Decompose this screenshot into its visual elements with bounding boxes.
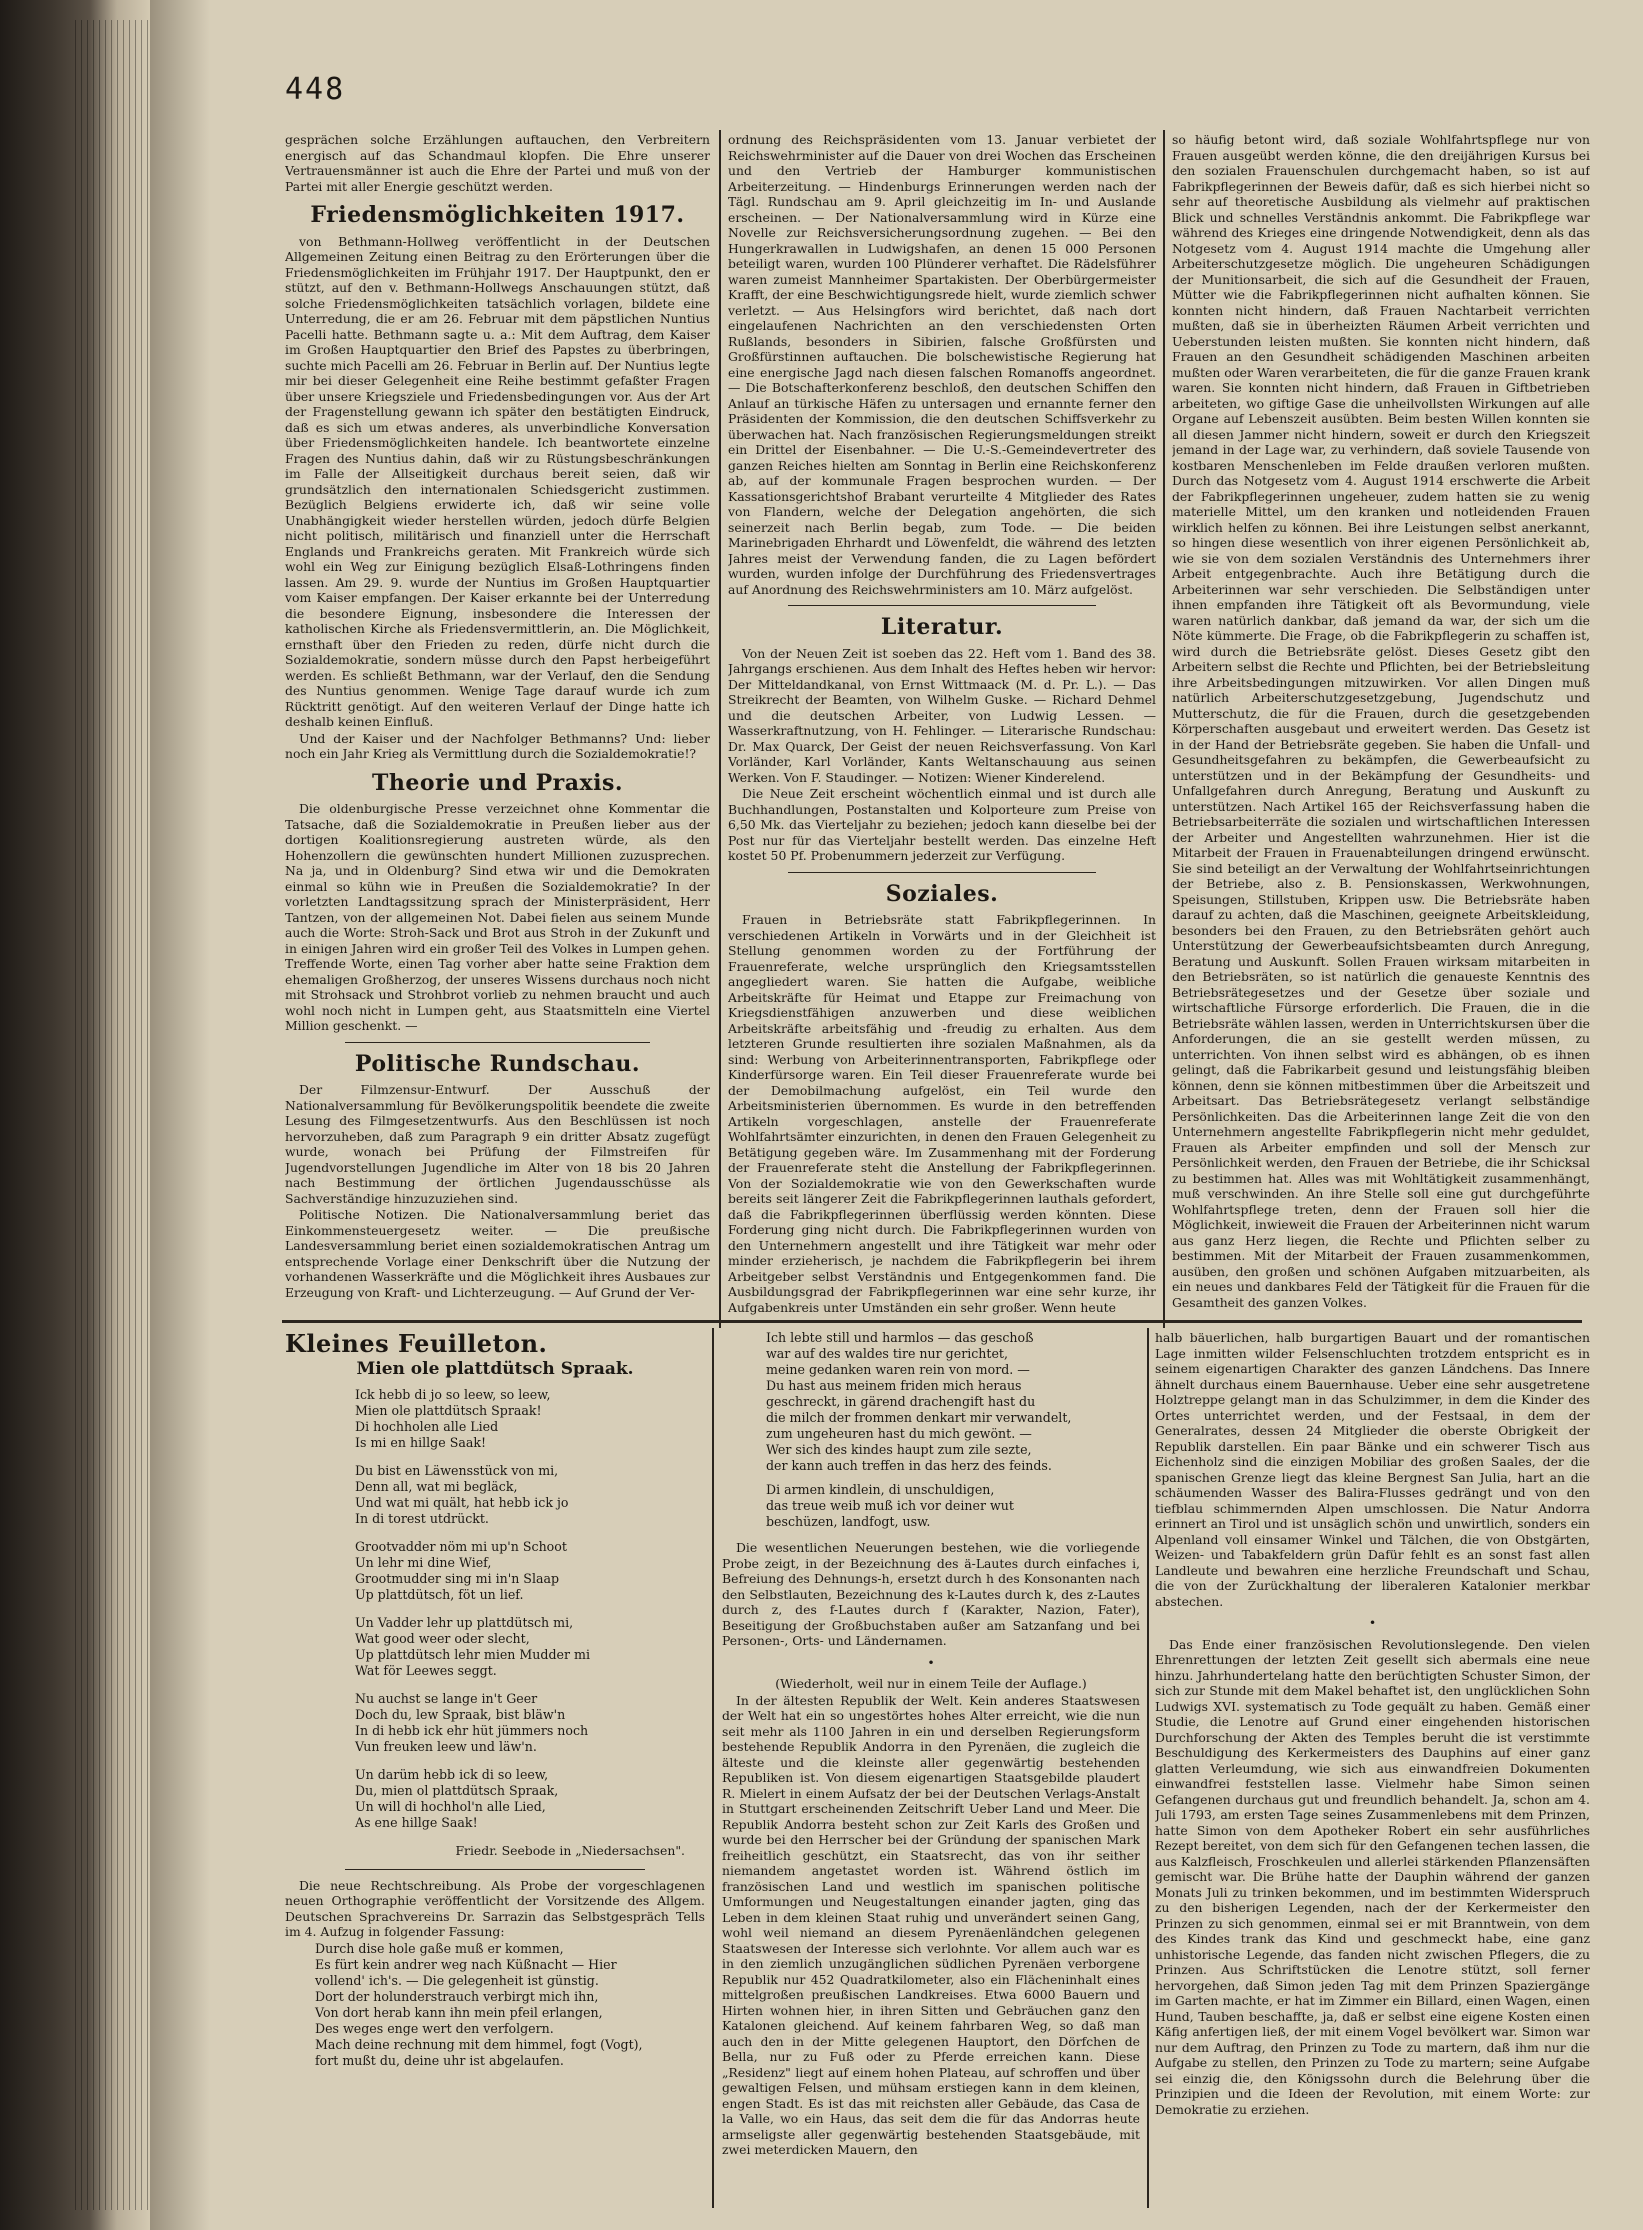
poem-line: Ick hebb di jo so leew, so leew, — [355, 1387, 551, 1402]
column-rule-2 — [1163, 130, 1165, 1328]
tell-verse — [315, 1941, 705, 2069]
heading-kleines-feuilleton: Kleines Feuilleton. — [285, 1330, 548, 1358]
poem-line: In di hebb ick ehr hüt jümmers noch — [355, 1723, 589, 1738]
page-shadow — [150, 0, 210, 2230]
poem-stanza-6 — [355, 1767, 705, 1831]
verse-line: Wer sich des kindes haupt zum zile sezte, — [766, 1442, 1032, 1457]
frieden-paragraph-1: von Bethmann-Hollweg veröffentlicht in der Deutschen Allgemeinen Zeitung einen Beitrag zu den Erörterungen über die Friedensmöglichkeiten im Frühjahr 1917. Der Hauptpunkt, den er stützt, auf den v. Bethmann-Hollwegs Anschauungen stützt, daß solche Friedensmöglichkeiten tatsächlich vorlagen, bildete eine Unterredung, die er am 26. Februar mit dem päpstlichen Nuntius Pacelli hatte. Bethmann sagte u. a.: Mit dem Auftrag, dem Kaiser im Großen Hauptquartier den Brief des Papstes zu überbringen, suchte mich Pacelli am 26. Februar in Berlin auf. Der Nuntius legte mir bei dieser Gelegenheit eine Reihe bestimmt gefaßter Fragen über unsere Kriegsziele und Friedensbedingungen vor. Aus der Art der Fragenstellung gewann ich später den bestätigten Eindruck, daß es sich um etwas anderes, als unverbindliche Konversation über Friedensmöglichkeiten handele. Ich beantwortete einzelne Fragen des Nuntius dahin, daß wir zu Rüstungsbeschränkungen im Falle der Allseitigkeit durchaus bereit seien, daß wir grundsätzlich den internationalen Schiedsgericht zustimmen. Bezüglich Belgiens erwiderte ich, daß wir seine volle Unabhängigkeit wieder herstellen würden, jedoch dürfe Belgien nicht politisch, militärisch und finanziell unter die Herrschaft Englands und Frankreichs geraten. Mit Frankreich würde sich wohl ein Weg zur Einigung bezüglich Elsaß-Lothringens finden lassen. Am 29. 9. wurde der Nuntius im Großen Hauptquartier vom Kaiser empfangen. Der Kaiser erkannte bei der Unterredung die besondere Eignung, insbesondere die Interessen der katholischen Kirche als Friedensvermittlerin, an. Die Möglichkeit, ernsthaft über den Frieden zu reden, dürfe nicht durch die Sozialdemokratie, sondern müsse durch den Papst herbeigeführt werden. Es schließt Bethmann, war der Verlauf, den die Sendung des Nuntius genommen. Wenige Tage darauf wurde ich zum Rücktritt genötigt. Auf den weiteren Verlauf der Dinge hatte ich deshalb keinen Einfluß. — [285, 233, 710, 729]
poem-line: Un darüm hebb ick di so leew, — [355, 1767, 549, 1782]
verse-line: Des weges enge wert den verfolgern. — [315, 2020, 554, 2036]
verse-line: Dort der holunderstrauch verbirgt mich ihn, — [315, 1988, 599, 2004]
poem-line: Mien ole plattdütsch Spraak! — [355, 1403, 542, 1418]
poem-line: Up plattdütsch lehr mien Mudder mi — [355, 1647, 590, 1662]
rechtschreibung-paragraph: Die neue Rechtschreibung. Als Probe der vorgeschlagenen neuen Orthographie veröffentlicht der Vorsitzende des Allgem. Deutschen Sprachvereins Dr. Sarrazin das Selbstgespräch Tells im 4. Aufzug in folgender Fassung: — [285, 1877, 705, 1939]
politik-paragraph-1: Der Filmzensur-Entwurf. Der Ausschuß der Nationalversammlung für Bevölkerungspolitik beendete die zweite Lesung des Filmgesetzentwurfs. Aus den Beschlüssen ist noch hervorzuheben, daß zum Paragraph 9 ein dritter Absatz zugefügt wurde, wonach bei Prüfung der Filmstreifen für Jugendvorstellungen Jugendliche im Alter von 18 bis 20 Jahren nach Bestimmung der örtlichen Jugendausschüsse als Sachverständige hinzuzuziehen sind. — [285, 1082, 710, 1206]
feuilleton-column-3 — [1155, 1330, 1590, 2210]
soziales-continued: so häufig betont wird, daß soziale Wohlfahrtspflege nur von Frauen ausgeübt werden könne, die den dreijährigen Kursus bei den sozialen Frauenschulen durchgemacht haben, so ist auf Fabrikpflegerinnen der Beweis dafür, daß es sich hierbei nicht so sehr auf theoretische Ausbildung als vielmehr auf praktischen Blick und schnelles Verständnis ankommt. Die Fabrikpflege war während des Krieges eine dringende Notwendigkeit, denn als das Notgesetz vom 4. August 1914 machte die Umgehung aller Arbeiterschutzgesetze möglich. Die ungeheuren Schädigungen der Munitionsarbeit, die sich auf die Gesundheit der Frauen, Mütter wie die Fabrikpflegerinnen nicht aufhalten können. Sie konnten nicht hindern, daß Frauen Nachtarbeit verrichten mußten, daß sie in überheizten Räumen Arbeit verrichten und Ueberstunden leisten mußten. Sie konnten nicht hindern, daß Frauen an den Gesundheit schädigenden Maschinen arbeiten mußten oder Waren verarbeiteten, die für die ganze Frauen krank waren. Sie konnten nicht hindern, daß Frauen in Giftbetrieben arbeiteten, wo giftige Gase die unheilvollsten Wirkungen auf alle Organe auf Lebenszeit ausübten. Beim besten Willen konnten sie all diesen Jammer nicht hindern, soweit er durch den Kriegszeit jemand in der Lage war, zu verhindern, daß soviele Tausende von kostbaren Menschenleben im Felde draußen verloren mußten. Durch das Notgesetz vom 4. August 1914 erschwerte die Arbeit der Fabrikpflegerinnen ungeheuer, zudem hatten sie zu wenig materielle Mittel, um den kranken und notleidenden Frauen wirklich helfen zu können. Bei ihre Leistungen selbst anerkannt, so hingen diese wesentlich von ihrer eigenen Persönlichkeit ab, wie sie von dem sozialen Verständnis des Unternehmers ihrer Arbeit entgegenbrachte. Auch ihre Betätigung durch die Arbeiterinnen war sehr verschieden. Die Selbständigen unter ihnen empfanden ihre Tätigkeit oft als Bevormundung, viele waren natürlich dankbar, daß jemand da war, der sich um die Nöte kümmerte. Die Frage, ob die Fabrikpflegerin zu schaffen ist, wird durch die Betriebsräte gelöst. Dieses Gesetz gibt den Arbeitern selbst die Rechte und Pflichten, bei der Betriebsleitung ihre Arbeitsbedingungen mitzuwirken. Vor allen Dingen muß natürlich Arbeiterschutzgesetzgebung, Jugendschutz und Mutterschutz, die für die Frauen, durch die gesetzgebenden Körperschaften ausgebaut und erweitert werden. Das Gesetz ist in der Hand der Betriebsräte gegeben. Sie haben die Unfall- und Gesundheitsgefahren zu bekämpfen, die Gewerbeaufsicht zu unterstützen und in der Bekämpfung der Gesundheits- und Unfallgefahren durch Anregung, Beratung und Auskunft zu unterstützen. Nach Artikel 165 der Reichsverfassung haben die Betriebsarbeiterräte die sozialen und wirtschaftlichen Interessen der Arbeiter und Angestellten wahrzunehmen. Hier ist die Mitarbeit der Frauen in Frauenabteilungen dringend erwünscht. Sie sind beteiligt an der Verwaltung der Wohlfahrtseinrichtungen der Betriebe, also z. B. Pensionskassen, Werkwohnungen, Speisungen, Stillstuben, Krippen usw. Die Betriebsräte haben darauf zu achten, daß die Maschinen, geeignete Arbeitskleidung, besonders bei den Frauen, zu den Betriebsräten gehört auch Unterstützung der Gewerbeaufsichtsbeamten durch Anregung, Beratung und Auskunft. Sollen Frauen wirksam mitarbeiten in den Betriebsräten, so ist natürlich die genaueste Kenntnis des Betriebsrätegesetzes und der Gesetze über soziale und wirtschaftliche Fürsorge erforderlich. Die Frauen, die in die Betriebsräte wählen lassen, werden in Unterrichtskursen über die Anforderungen, die an sie gestellt werden müssen, zu unterrichten. Von ihnen selbst wird es abhängen, ob es ihnen gelingt, daß die Fabrikarbeit gesund und leistungsfähig bleiben können, denn sie können mitbestimmen über die Arbeitszeit und Arbeitsart. Das Betriebsrätegesetz verlangt selbständige Persönlichkeiten. Das die Arbeiterinnen lange Zeit die von den Unternehmern angestellte Fabrikpflegerin nicht mehr geduldet, Frauen als Arbeiter empfinden und soll der Mensch zur Persönlichkeit werden, den Frauen der Betriebe, die ihr Schicksal zu bestimmen hat. Alles was mit Wohltätigkeit zusammenhängt, muß verschwinden. An ihre Stelle soll eine gut durchgeführte Wohlfahrtspflege treten, denn der Frauen soll hier die Möglichkeit, inwieweit die Frauen der Arbeiterinnen nicht warum aus ganz Herz liegen, die Rechte und Pflichten selber zu bestimmen. Mit der Mitarbeit der Frauen zusammenkommen, ausüben, den großen und schönen Aufgaben mitzuarbeiten, als ein neues und dankbares Feld der Tätigkeit für die Frauen für die Gesamtheit des ganzen Volkes. — [1172, 132, 1590, 1310]
poem-line: Doch du, lew Spraak, bist bläw'n — [355, 1707, 566, 1722]
poem-line: Wat good weer oder slecht, — [355, 1631, 530, 1646]
frieden-paragraph-2: Und der Kaiser und der Nachfolger Bethmanns? Und: lieber noch ein Jahr Krieg als Vermittlung durch die Sozialdemokratie!? — [285, 730, 710, 761]
verse-line: Ich lebte still und harmlos — das geschoß — [766, 1330, 1034, 1345]
andorra-continued: halb bäuerlichen, halb burgartigen Bauart und der romantischen Lage inmitten wilder Felsenschluchten trotzdem entspricht es in seinem eigenartigen Charakter des ganzen Ländchens. Das Innere ähnelt durchaus einem Bauernhause. Ueber eine sehr ausgetretene Holztreppe gelangt man in das Schulzimmer, in dem die Kinder des Ortes unterrichtet werden, und der Festsaal, in dem der Generalrates, dessen 24 Mitglieder die oberste Obrigkeit der Republik darstellen. Ein paar Bänke und ein schwerer Tisch aus Eichenholz sind die einzigen Mobiliar des großen Saales, der die spanischen Grenze liegt das kleine Bergnest San Julia, hart an die schäumenden Wasser des Balira-Flusses gedrängt und von den tiefblau schimmernden Alpen umschlossen. Die Natur Andorra erinnert an Tirol und ist unsäglich schön und unwirtlich, sonders ein Alpenland voll einsamer Winkel und Tälchen, die von Obstgärten, Weizen- und Tabakfeldern grün Dafür fehlt es an sonst fast allen Landleute und bewahren eine herzliche Freundschaft und Schau, die von der Zurückhaltung der liberaleren Katalonier merkbar abstechen. — [1155, 1330, 1590, 1609]
poem-source: Friedr. Seebode in „Niedersachsen". — [455, 1843, 685, 1858]
poem-line: Di hochholen alle Lied — [355, 1419, 499, 1434]
heading-soziales: Soziales. — [885, 880, 999, 907]
separator-dot: • — [1368, 1615, 1377, 1630]
politik-continued: ordnung des Reichspräsidenten vom 13. Januar verbietet der Reichswehrminister auf die Dauer von drei Wochen das Erscheinen und den Vertrieb der Hamburger kommunistischen Arbeiterzeitung. — Hindenburgs Erinnerungen werden nach der Tägl. Rundschau am 9. April gleichzeitig im In- und Auslande erscheinen. — Der Nationalversammlung wird in Kürze eine Novelle zur Reichsversicherungsordnung zugehen. — Bei den Hungerkrawallen in Ludwigshafen, an denen 15 000 Personen beteiligt waren, wurden 100 Plünderer verhaftet. Die Rädelsführer waren zumeist Mannheimer Spartakisten. Der Oberbürgermeister Krafft, der eine Beschwichtigungsrede hielt, wurde ziemlich schwer verletzt. — Aus Helsingfors wird berichtet, daß nach dort eingelaufenen Nachrichten an den verschiedensten Orten Rußlands, besonders in Sibirien, falsche Großfürsten und Großfürstinnen auftauchen. Die bolschewistische Regierung hat eine energische Jagd nach diesen falschen Romanoffs angeordnet. — Die Botschafterkonferenz beschloß, den deutschen Schiffen den Anlauf an türkische Häfen zu untersagen und ernannte ferner den Präsidenten der Kommission, die den deutschen Schiffsverkehr zu überwachen hat. Nach französischen Regierungsmeldungen streikt ein Drittel der Eisenbahner. — Die U.-S.-Gemeindevertreter des ganzen Reiches hielten am Sonntag in Berlin eine Reichskonferenz ab, auf der kommunale Fragen besprochen wurden. — Der Kassationsgerichtshof Brabant verurteilte 4 Mitglieder des Rates von Flandern, welche der Delegation angehörten, die sich seinerzeit nach Berlin begab, zum Tode. — Die beiden Marinebrigaden Ehrhardt und Löwenfeldt, die während des letzten Jahres meist der Verwendung fanden, die zu Lagen befördert wurden, wurden infolge der Durchführung des Friedensvertrages auf Anordnung des Reichswehrministers am 10. März aufgelöst. — [728, 132, 1156, 597]
poem-line: Wat för Leewes seggt. — [355, 1663, 497, 1678]
literatur-paragraph-2: Die Neue Zeit erscheint wöchentlich einmal und ist durch alle Buchhandlungen, Postanstalten und Kolporteure zum Preise von 6,50 Mk. das Vierteljahr zu beziehen; jedoch kann dieselbe bei der Post nur für das Vierteljahr bestellt werden. Das einzelne Heft kostet 50 Pf. Probenummern jederzeit zur Verfügung. — [728, 786, 1156, 863]
verse-line: war auf des waldes tire nur gerichtet, — [766, 1346, 1008, 1361]
section-divider — [788, 605, 1096, 606]
rechtschreibung-explanation: Die wesentlichen Neuerungen bestehen, wie die vorliegende Probe zeigt, in der Bezeichnung des ä-Lautes durch einfaches i, Befreiung des Dehnungs-h, ersetzt durch h des Konsonanten nach den Selbstlauten, Bezeichnung des k-Lautes durch k, des z-Lautes durch z, des f-Lautes durch f (Karakter, Nazion, Fater), Beseitigung der Großbuchstaben außer am Satzanfang und bei Personen-, Orts- und Ländernamen. — [722, 1540, 1140, 1648]
repeat-note: (Wiederholt, weil nur in einem Teile der Auflage.) — [775, 1676, 1087, 1691]
intro-paragraph: gesprächen solche Erzählungen auftauchen, den Verbreitern energisch auf das Schandmaul klopfen. Die Ehre unserer Vertrauensmänner ist auch die Ehre der Partei und muß von der Partei mit aller Energie geschützt werden. — [285, 132, 710, 194]
legende-paragraph: Das Ende einer französischen Revolutionslegende. Den vielen Ehrenrettungen der letzten Zeit gesellt sich abermals eine neue hinzu. Jahrhundertelang hatte den berüchtigten Schuster Simon, der sich zur Stunde mit dem Makel behaftet ist, den unglücklichen Sohn Ludwigs XVI. systematisch zu Tode gequält zu haben. Gemäß einer Studie, die Lenotre auf Grund einer eingehenden historischen Durchforschung der Akten des Temples beruht die ist verstimmte Beschuldigung des Kerkermeisters des Dauphins auf einer ganz glatten Verleumdung, wie sich aus einwandfreien Dokumenten einwandfrei feststellen lasse. Vielmehr habe Simon seinen Gefangenen durchaus gut und freundlich behandelt. Ja, schon am 4. Juli 1793, am ersten Tage seines Zusammenlebens mit dem Prinzen, hatte Simon von dem Apotheker Robert ein sehr ausführliches Rezept bereitet, von dem sich für den Gefangenen techen lassen, die aus Kalzfleisch, Froschkeulen und allerlei stärkenden Pflanzensäften gemischt war. Die Brühe hatte der Dauphin während der ganzen Monats Juli zu trinken bekommen, und im bestimmten Widerspruch zu den bisherigen Legenden, nach der der Kerkermeister den Prinzen zu sich genommen, einmal sei er mit Branntwein, von dem des Kindes trank das Kind und geschmeckt habe, eine ganz unhistorische Legende, das fanden nicht zwischen Pflegers, die zu Prinzen. Aus Schriftstücken die Lenotre stützt, soll ferner hervorgehen, daß Simon jeden Tag mit dem Prinzen Spaziergänge im Garten machte, er hat im Zimmer ein Billard, einen Wagen, einen Hund, Tauben beschaffte, ja, daß er selbst eine eigene Kosten einen Käfig anfertigen ließ, der mit einem Vogel bevölkert war. Simon war nur dem Auftrag, den Prinzen zu Tode zu martern, daß ihm nur die Aufgabe zu stellen, den Prinzen zu Tode zu martern; seine Aufgabe sei einzig die, den Königssohn durch die Belehrung über die Prinzipien und die Ideen der Revolution, mit einem Worte: zur Demokratie zu erziehen. — [1155, 1636, 1590, 2117]
heading-theorie: Theorie und Praxis. — [371, 769, 624, 796]
politik-paragraph-2: Politische Notizen. Die Nationalversammlung beriet das Einkommensteuergesetz weiter. — Die preußische Landesversammlung beriet einen sozialdemokratischen Antrag um entsprechende Vorlage einer Denkschrift über die Nutzung der vorhandenen Wasserkräfte und die Möglichkeit ihres Ausbaues zur Erzeugung von Kraft- und Lichterzeugung. — Auf Grund der Ver- — [285, 1207, 710, 1300]
section-divider — [345, 1042, 650, 1043]
feuilleton-column-2 — [722, 1330, 1140, 2210]
verse-line: meine gedanken waren rein von mord. — — [766, 1362, 1030, 1377]
page-number: 448 — [285, 72, 346, 107]
section-divider — [788, 872, 1096, 873]
poem-stanza-4 — [355, 1615, 705, 1679]
verse-line: Di armen kindlein, di unschuldigen, — [766, 1482, 995, 1497]
poem-line: Du, mien ol plattdütsch Spraak, — [355, 1783, 559, 1798]
poem-line: Grootvadder nöm mi up'n Schoot — [355, 1539, 567, 1554]
verse-line: geschreckt, in gärend drachengift hast du — [766, 1394, 1036, 1409]
verse-line: Von dort herab kann ihn mein pfeil erlangen, — [315, 2004, 603, 2020]
poem-stanza-2 — [355, 1463, 705, 1527]
column-3 — [1172, 132, 1590, 1317]
poem-line: Un Vadder lehr up plattdütsch mi, — [355, 1615, 574, 1630]
tell-verse-continued — [766, 1330, 1140, 1530]
theorie-paragraph: Die oldenburgische Presse verzeichnet ohne Kommentar die Tatsache, daß die Sozialdemokratie in Preußen lieber aus der dortigen Koalitionsregierung austreten würde, als den Hohenzollern die gewünschten hundert Millionen zuzusprechen. Na ja, und in Oldenburg? Sind etwa wir und die Demokraten einmal so kühn wie in Preußen die Sozialdemokratie? In der vorletzten Landtagssitzung sprach der Ministerpräsident, Herr Tantzen, von der allgemeinen Not. Dabei fielen aus seinem Munde auch die Worte: Stroh-Sack und Brot aus Stroh in der Zukunft und in einigen Jahren wird ein großer Teil des Volkes in Lumpen gehen. Treffende Worte, einen Tag vorher aber hatte seine Fraktion dem ehemaligen Großherzog, der unseres Wissens durchaus noch nicht mit Strohsack und Strohbrot vorlieb zu nehmen braucht und auch wohl noch nicht in Lumpen geht, aus Staatsmitteln eine Viertel Million geschenkt. — — [285, 801, 710, 1033]
poem-line: Und wat mi quält, hat hebb ick jo — [355, 1495, 569, 1510]
verse-line: zum ungeheuren hast du mich gewönt. — — [766, 1426, 1032, 1441]
poem-line: Un lehr mi dine Wief, — [355, 1555, 492, 1570]
poem-line: Un will di hochhol'n alle Lied, — [355, 1799, 546, 1814]
separator-dot: • — [927, 1654, 935, 1670]
literatur-paragraph-1: Von der Neuen Zeit ist soeben das 22. Heft vom 1. Band des 38. Jahrgangs erschienen. Aus dem Inhalt des Heftes heben wir hervor: Der Mitteldandkanal, von Ernst Wittmaack (M. d. Pr. L.). — Das Streikrecht der Beamten, von Wilhelm Guske. — Richard Dehmel und die deutschen Arbeiter, von Ludwig Lessen. — Wasserkraftnutzung, von H. Fehlinger. — Literarische Rundschau: Dr. Max Quarck, Der Geist der neuen Reichsverfassung. Von Karl Vorländer, Karl Vorländer, Kants Weltanschauung aus seinen Werken. Von F. Staudinger. — Notizen: Wiener Kinderelend. — [728, 645, 1156, 785]
poem-line: Nu auchst se lange in't Geer — [355, 1691, 538, 1706]
column-2 — [728, 132, 1156, 1317]
feuilleton-rule-2 — [1147, 1328, 1149, 2208]
verse-line: Mach deine rechnung mit dem himmel, fogt (Vogt), — [315, 2036, 643, 2052]
heading-friedensmoeglichkeiten: Friedensmöglichkeiten 1917. — [310, 202, 685, 228]
section-divider — [345, 1869, 645, 1870]
poem-line: As ene hillge Saak! — [355, 1815, 478, 1830]
poem-stanza-5 — [355, 1691, 705, 1755]
heading-poem: Mien ole plattdütsch Spraak. — [356, 1358, 634, 1379]
poem-line: Denn all, wat mi begläck, — [355, 1479, 518, 1494]
poem-line: Vun freuken leew und läw'n. — [355, 1739, 537, 1754]
poem-line: Is mi en hillge Saak! — [355, 1435, 487, 1450]
poem-stanza-1 — [355, 1387, 705, 1451]
verse-line: beschüzen, landfogt, usw. — [766, 1514, 931, 1529]
verse-line: fort mußt du, deine uhr ist abgelaufen. — [315, 2052, 564, 2068]
heading-politische-rundschau: Politische Rundschau. — [354, 1050, 641, 1077]
feuilleton-rule — [282, 1320, 1582, 1323]
verse-line: das treue weib muß ich vor deiner wut — [766, 1498, 1014, 1513]
andorra-paragraph: In der ältesten Republik der Welt. Kein anderes Staatswesen der Welt hat ein so ungestörtes hohes Alter erreicht, wie die nun seit mehr als 1100 Jahren in ein und derselben Regierungsform bestehende Republik Andorra in den Pyrenäen, die zugleich die älteste und die kleinste aller gegenwärtig bestehenden Republiken ist. Von diesem eigenartigen Staatsgebilde plaudert R. Mielert in einem Aufsatz der bei der Deutschen Verlags-Anstalt in Stuttgart erscheinenden Zeitschrift Ueber Land und Meer. Die Republik Andorra besteht schon zur Zeit Karls des Großen und wurde bei den Herrscher bei der Gründung der spanischen Mark freiheitlich geschützt, ein Staatsrecht, das von ihr seither niemandem angetastet worden ist. Während östlich im französischen Land und westlich im spanischen politische Umformungen und Neugestaltungen einander jagten, ging das Leben in dem kleinen Staat ruhig und unverändert seinen Gang, wohl weil niemand an diesem Pyrenäenländchen gelegenen Staatswesen der Interesse sich verlohnte. Vor allem auch war es in den ziemlich unzugänglichen südlichen Pyrenäen verborgene Republik nur 452 Quadratkilometer, also ein Flächeninhalt eines mittelgroßen preußischen Landkreises. Etwa 6000 Bauern und Hirten wohnen hier, in ihren Sitten und Gebräuchen ganz den Katalonen gleichend. Auf keinem fahrbaren Weg, so daß man auch den in der Mitte gelegenen Hauptort, den Dörfchen de Bella, nur zu Fuß oder zu Pferde erreichen kann. Diese „Residenz" liegt auf einem hohen Plateau, auf schroffen und über gewaltigen Felsen, und mühsam erstiegen kann in dem kleinen, engen Stadt. Es ist das mit reichsten aller Gebäude, das Casa de la Valle, wo ein Haus, das seit dem die für das Andorras heute armseligste aller gegenwärtig bestehenden Staatsgebäude, mit zwei meterdicken Mauern, den — [722, 1692, 1140, 2157]
poem-line: Grootmudder sing mi in'n Slaap — [355, 1571, 560, 1586]
verse-line: Du hast aus meinem friden mich heraus — [766, 1378, 1022, 1393]
column-1 — [285, 132, 710, 1317]
verse-line: der kann auch treffen in das herz des feinds. — [766, 1458, 1052, 1473]
verse-line: vollend' ich's. — Die gelegenheit ist günstig. — [315, 1972, 599, 1988]
feuilleton-rule-1 — [712, 1328, 714, 2208]
poem-line: In di torest utdrückt. — [355, 1511, 489, 1526]
verse-line: Es fürt kein andrer weg nach Küßnacht — Hier — [315, 1956, 617, 1972]
book-binding — [0, 0, 150, 2230]
poem — [355, 1387, 705, 1831]
soziales-paragraph: Frauen in Betriebsräte statt Fabrikpflegerinnen. In verschiedenen Artikeln in Vorwärts und in der Gleichheit ist Stellung genommen worden zu der Fortführung der Frauenreferate, welche ursprünglich den Kriegsamtsstellen angegliedert waren. Sie hatten die Aufgabe, weibliche Arbeitskräfte für Heimat und Etappe zur Freimachung von Kriegsdienstfähigen anzuwerben und diese weiblichen Arbeitskräfte arbeitsfähig und -freudig zu erhalten. Aus dem letzteren Grunde resultierten ihre sozialen Maßnahmen, als da sind: Werbung von Arbeiterinnentransporten, Fabrikpflege oder Kinderfürsorge waren. Ein Teil dieser Frauenreferate wurde bei der Demobilmachung aufgelöst, ein Teil wurde den Arbeitsministerien übernommen. Es wurde in den betreffenden Artikeln vorgeschlagen, anstelle der Frauenreferate Wohlfahrtsämter einzurichten, in denen den Frauen Gelegenheit zu Betätigung gegeben wäre. Im Zusammenhang mit der Forderung der Frauenreferate steht die Anstellung der Fabrikpflegerinnen. Von der Sozialdemokratie wie von den Gewerkschaften wurde bereits seit längerer Zeit die Fabrikpflegerinnen lauthals gefordert, daß die Fabrikpflegerinnen überflüssig werden könnten. Diese Forderung ging nicht durch. Die Fabrikpflegerinnen wurden von den Unternehmern angestellt und ihre Tätigkeit war mehr oder minder erzieherisch, je nachdem die Fabrikpflegerin bei ihrem Arbeitgeber selbst Verständnis und Entgegenkommen fand. Die Ausbildungsgrad der Fabrikpflegerinnen war eine sehr kurze, ihr Aufgabenkreis unter Umständen ein sehr großer. Wenn heute — [728, 912, 1156, 1315]
heading-literatur: Literatur. — [880, 614, 1004, 640]
column-rule-1 — [719, 130, 721, 1328]
verse-line: die milch der frommen denkart mir verwandelt, — [766, 1410, 1072, 1425]
poem-line: Up plattdütsch, föt un lief. — [355, 1587, 524, 1602]
poem-stanza-3 — [355, 1539, 705, 1603]
feuilleton-column-1 — [285, 1330, 705, 2210]
verse-line: Durch dise hole gaße muß er kommen, — [315, 1940, 564, 1956]
poem-line: Du bist en Läwensstück von mi, — [355, 1463, 559, 1478]
